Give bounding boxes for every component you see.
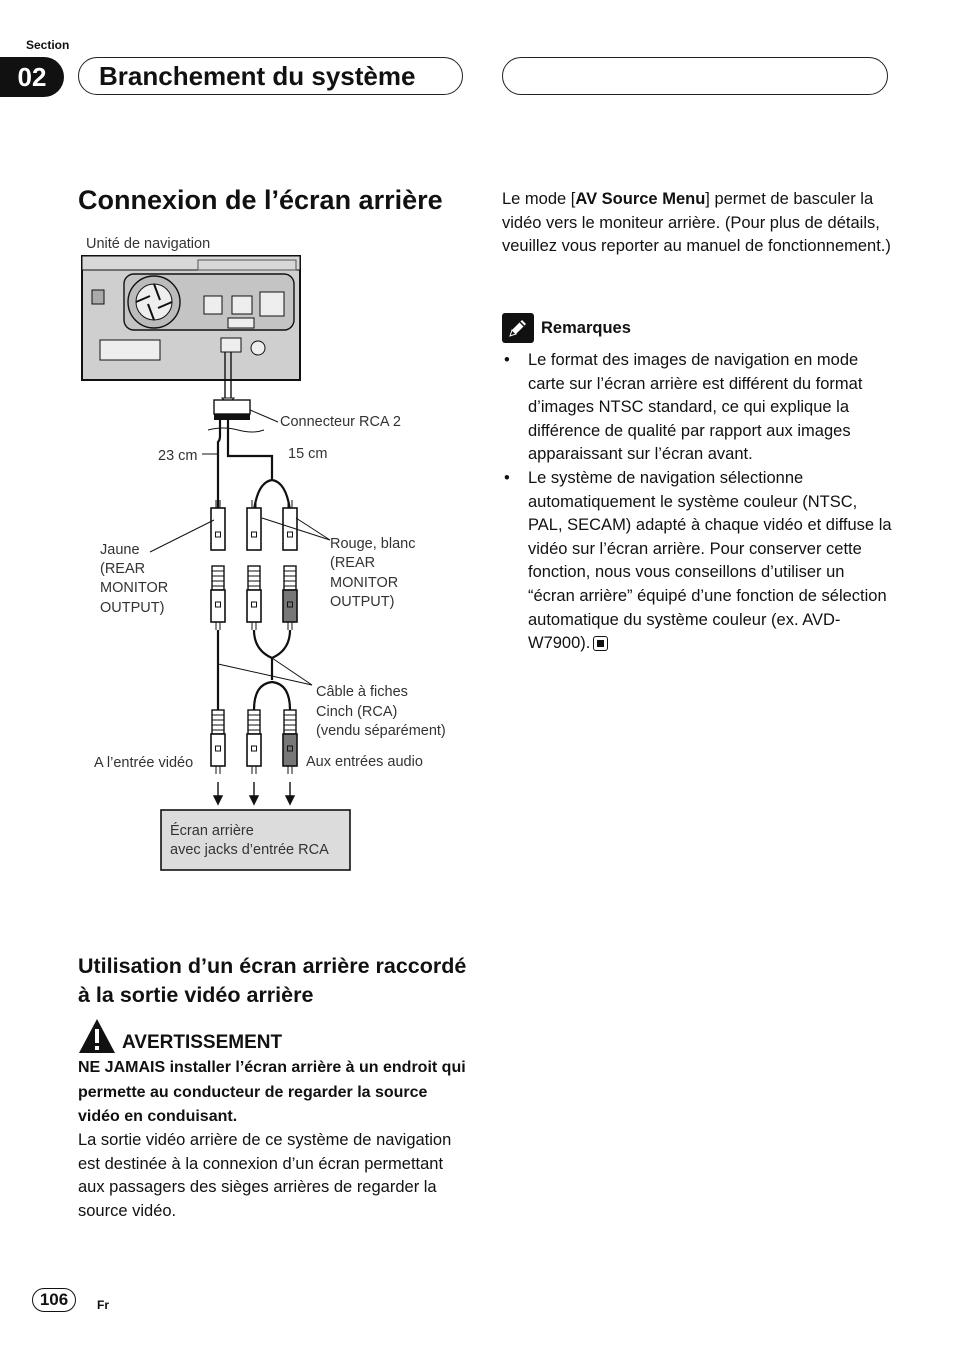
intro-prefix: Le mode [ <box>502 190 576 208</box>
white-output-plug <box>247 500 261 550</box>
av-source-menu-term: AV Source Menu <box>575 190 706 208</box>
page-number: 106 <box>32 1288 76 1312</box>
audio-input-label: Aux entrées audio <box>306 754 423 770</box>
connection-diagram <box>78 230 478 880</box>
end-mark-icon <box>593 636 608 651</box>
remarks-heading <box>502 313 631 343</box>
rear-monitor-box <box>161 810 350 870</box>
remarks-list <box>502 349 892 656</box>
yellow-mating-plug <box>211 566 225 630</box>
warning-lead: NE JAMAIS <box>78 1059 166 1076</box>
subsection-title: Utilisation d’un écran arrière raccordé à la sortie vidéo arrière <box>78 954 467 1007</box>
warning-heading <box>78 1018 282 1054</box>
audio-right-input-plug <box>283 710 297 774</box>
length-left: 23 cm <box>158 448 198 464</box>
remark-text: Le format des images de navigation en mode carte sur l’écran arrière est différent du format d’images NTSC standard, ce qui explique la différence de qualité par rapport aux images apparaissant sur l’écran avant. <box>528 351 863 464</box>
chapter-title <box>78 57 463 95</box>
page-title: Connexion de l’écran arrière <box>78 185 443 215</box>
list-item <box>502 349 892 467</box>
red-mating-plug <box>283 566 297 630</box>
red-white-label: Rouge, blanc (REAR MONITOR OUTPUT) <box>330 536 416 610</box>
audio-left-input-plug <box>247 710 261 774</box>
length-right: 15 cm <box>288 446 328 462</box>
cinch-cable-label: Câble à fiches Cinch (RCA) (vendu séparément) <box>316 684 446 739</box>
language-code: Fr <box>97 1298 109 1312</box>
navigation-unit <box>82 256 300 380</box>
section-number-badge: 02 <box>0 57 64 97</box>
warning-bold-text <box>78 1056 468 1130</box>
nav-unit-label: Unité de navigation <box>86 236 211 252</box>
chapter-title-text: Branchement du système <box>99 60 416 91</box>
pencil-icon <box>502 313 534 343</box>
list-item <box>502 467 892 656</box>
header-empty-pill <box>502 57 888 95</box>
remark-text: Le système de navigation sélectionne automatiquement le système couleur (NTSC, PAL, SECAM) adapté à chaque vidéo et diffuse la vidéo sur l’écran arrière. Pour conserver cette fonction, nous vous conseillons d’utiliser un “écran arrière” équipé d’une fonction de sélection automatique du système couleur (ex. AVD-W7900). <box>528 468 892 653</box>
rca-connector-label: Connecteur RCA 2 <box>280 414 401 430</box>
warning-paragraph: La sortie vidéo arrière de ce système de navigation est destinée à la connexion d’un écran permettant aux passagers des sièges arrières de regarder la source vidéo. <box>78 1131 452 1220</box>
yellow-label: Jaune (REAR MONITOR OUTPUT) <box>100 542 169 616</box>
rca-connector-2 <box>214 400 250 414</box>
warning-bold-body: installer l’écran arrière à un endroit qui permette au conducteur de regarder la source vidéo en conduisant. <box>78 1059 466 1125</box>
intro-suffix: ] permet de basculer la vidéo vers le moniteur arrière. (Pour plus de détails, veuillez vous reporter au manuel de fonctionnement.) <box>502 190 891 256</box>
remarks-title: Remarques <box>541 318 631 337</box>
video-input-plug <box>211 710 225 774</box>
warning-heading-text: AVERTISSEMENT <box>122 1032 283 1053</box>
warning-triangle-icon <box>78 1018 116 1054</box>
white-mating-plug <box>247 566 261 630</box>
rear-monitor-label: Écran arrière avec jacks d’entrée RCA <box>170 823 329 858</box>
video-input-label: A l’entrée vidéo <box>94 755 194 771</box>
section-label: Section <box>26 38 70 52</box>
intro-paragraph <box>502 188 892 259</box>
yellow-output-plug <box>211 500 225 550</box>
